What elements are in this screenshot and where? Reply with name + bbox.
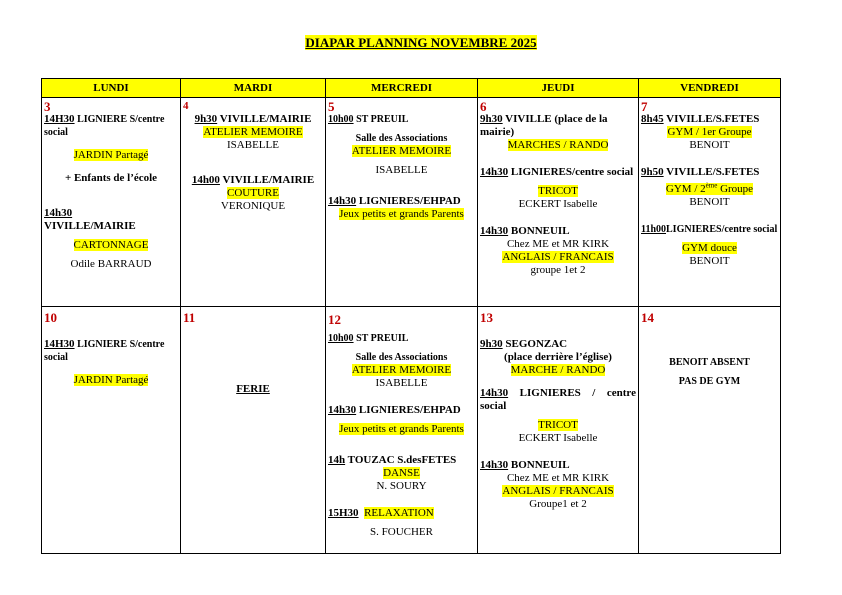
venue: Salle des Associations: [355, 352, 448, 363]
place: LIGNIERE S/centre social: [44, 339, 165, 363]
page-title: DIAPAR PLANNING NOVEMBRE 2025: [305, 35, 537, 50]
time: 14h30: [328, 404, 357, 416]
venue: Chez ME et MR KIRK: [506, 472, 610, 484]
cell-jeudi-6: [478, 98, 639, 307]
activity: Jeux petits et grands Parents: [339, 208, 464, 220]
instructor: ISABELLE: [375, 377, 428, 389]
place: BONNEUIL: [508, 225, 570, 237]
activity: ANGLAIS / FRANCAIS: [502, 485, 614, 497]
cell-mercredi-5: [326, 98, 478, 307]
activity: ATELIER MEMOIRE: [351, 145, 452, 157]
time: 14h30: [480, 225, 509, 237]
instructor: BENOIT: [689, 139, 730, 151]
time: 10h00: [328, 333, 354, 344]
header-vendredi: VENDREDI: [639, 79, 781, 98]
week-row: [42, 98, 781, 307]
instructor: S. FOUCHER: [370, 526, 433, 538]
time: 10h00: [328, 114, 354, 125]
day-number: 10: [44, 310, 57, 325]
time: 9h30: [480, 338, 503, 350]
place: LIGNIERE S/centre social: [44, 114, 165, 138]
place: BONNEUIL: [508, 459, 570, 471]
day-number: 7: [641, 99, 648, 114]
day-number: 6: [480, 99, 487, 114]
cell-jeudi-13: [478, 307, 639, 554]
time: 14h: [328, 454, 346, 466]
cell-mercredi-12: [326, 307, 478, 554]
place: ST PREUIL: [353, 333, 409, 344]
venue: (place derrière l’église): [504, 351, 612, 363]
day-number: 14: [641, 310, 654, 325]
instructor: ISABELLE: [375, 164, 428, 176]
day-number: 12: [328, 312, 341, 327]
activity: TRICOT: [538, 185, 578, 197]
note: BENOIT ABSENT: [669, 357, 750, 368]
cell-lundi-10: [42, 307, 181, 554]
time: 14H30: [44, 338, 75, 350]
instructor: VERONIQUE: [220, 200, 286, 212]
time: 14h30: [480, 387, 509, 399]
activity: DANSE: [383, 467, 420, 479]
time: 9h30: [480, 113, 503, 125]
time: 14h30: [328, 195, 357, 207]
instructor: ECKERT Isabelle: [518, 198, 598, 210]
week-row: [42, 307, 781, 554]
activity: ATELIER MEMOIRE: [351, 364, 452, 376]
day-number: 3: [44, 99, 51, 114]
day-number: 11: [183, 310, 196, 325]
header-mercredi: MERCREDI: [326, 79, 478, 98]
activity: Jeux petits et grands Parents: [339, 423, 464, 435]
header-row: [42, 79, 781, 98]
activity: JARDIN Partagé: [73, 374, 149, 386]
activity: GYM douce: [682, 241, 737, 254]
activity: GYM / 2ème Groupe: [665, 181, 754, 195]
instructor: ECKERT Isabelle: [518, 432, 598, 444]
group: groupe 1et 2: [530, 264, 586, 276]
venue: Salle des Associations: [355, 133, 448, 144]
header-lundi: LUNDI: [42, 79, 181, 98]
place: SEGONZAC: [502, 338, 568, 350]
holiday-label: FERIE: [236, 383, 270, 395]
activity: TRICOT: [538, 419, 578, 431]
activity: MARCHES / RANDO: [507, 139, 609, 151]
group: Groupe1 et 2: [529, 498, 587, 510]
time: 9h30: [194, 113, 218, 125]
activity: RELAXATION: [364, 507, 434, 519]
place: LIGNIERES/EHPAD: [356, 404, 461, 416]
time: 9h50: [641, 166, 664, 178]
time: 14H30: [44, 113, 75, 125]
activity: COUTURE: [227, 187, 279, 199]
header-jeudi: JEUDI: [478, 79, 639, 98]
place: ST PREUIL: [353, 114, 409, 125]
instructor: Odile BARRAUD: [70, 258, 152, 270]
time: 11h00: [641, 223, 667, 235]
place: VIVILLE/S.FETES: [663, 166, 760, 178]
time: 14h30: [44, 207, 73, 219]
place: LIGNIERES/EHPAD: [356, 195, 461, 207]
note: PAS DE GYM: [678, 376, 741, 387]
activity: JARDIN Partagé: [73, 149, 149, 161]
day-number: 4: [183, 100, 189, 112]
instructor: ISABELLE: [227, 139, 279, 151]
day-number: 13: [480, 310, 493, 325]
venue: Chez ME et MR KIRK: [506, 238, 610, 250]
planning-table: [41, 78, 781, 554]
cell-lundi-3: [42, 98, 181, 307]
cell-vendredi-14: [639, 307, 781, 554]
instructor: BENOIT: [689, 195, 730, 208]
note: + Enfants de l’école: [64, 172, 158, 184]
place: VIVILLE (place de la mairie): [480, 113, 608, 138]
time: 14h00: [191, 174, 220, 186]
place: TOUZAC S.desFETES: [345, 454, 457, 466]
time: 14h30: [480, 459, 509, 471]
place: LIGNIERES/centre social: [666, 223, 778, 235]
place: VIVILLE/S.FETES: [663, 113, 760, 125]
place: LIGNIERES / centre social: [480, 387, 636, 412]
instructor: N. SOURY: [376, 480, 427, 492]
instructor: BENOIT: [689, 254, 730, 267]
cell-vendredi-7: [639, 98, 781, 307]
place: VIVILLE/MAIRIE: [219, 174, 315, 186]
activity: MARCHE / RANDO: [510, 364, 606, 376]
place: VIVILLE/MAIRIE: [44, 220, 136, 232]
activity: GYM / 1er Groupe: [667, 126, 752, 138]
time: 15H30: [328, 507, 359, 519]
activity: ANGLAIS / FRANCAIS: [502, 251, 614, 263]
place: VIVILLE/MAIRIE: [217, 113, 312, 125]
header-mardi: MARDI: [181, 79, 326, 98]
activity: CARTONNAGE: [73, 239, 149, 251]
cell-mardi-11: [181, 307, 326, 554]
activity: ATELIER MEMOIRE: [203, 126, 303, 138]
time: 14h30: [480, 166, 509, 178]
day-number: 5: [328, 99, 335, 114]
place: LIGNIERES/centre social: [508, 166, 634, 178]
time: 8h45: [641, 113, 664, 125]
cell-mardi-4: [181, 98, 326, 307]
